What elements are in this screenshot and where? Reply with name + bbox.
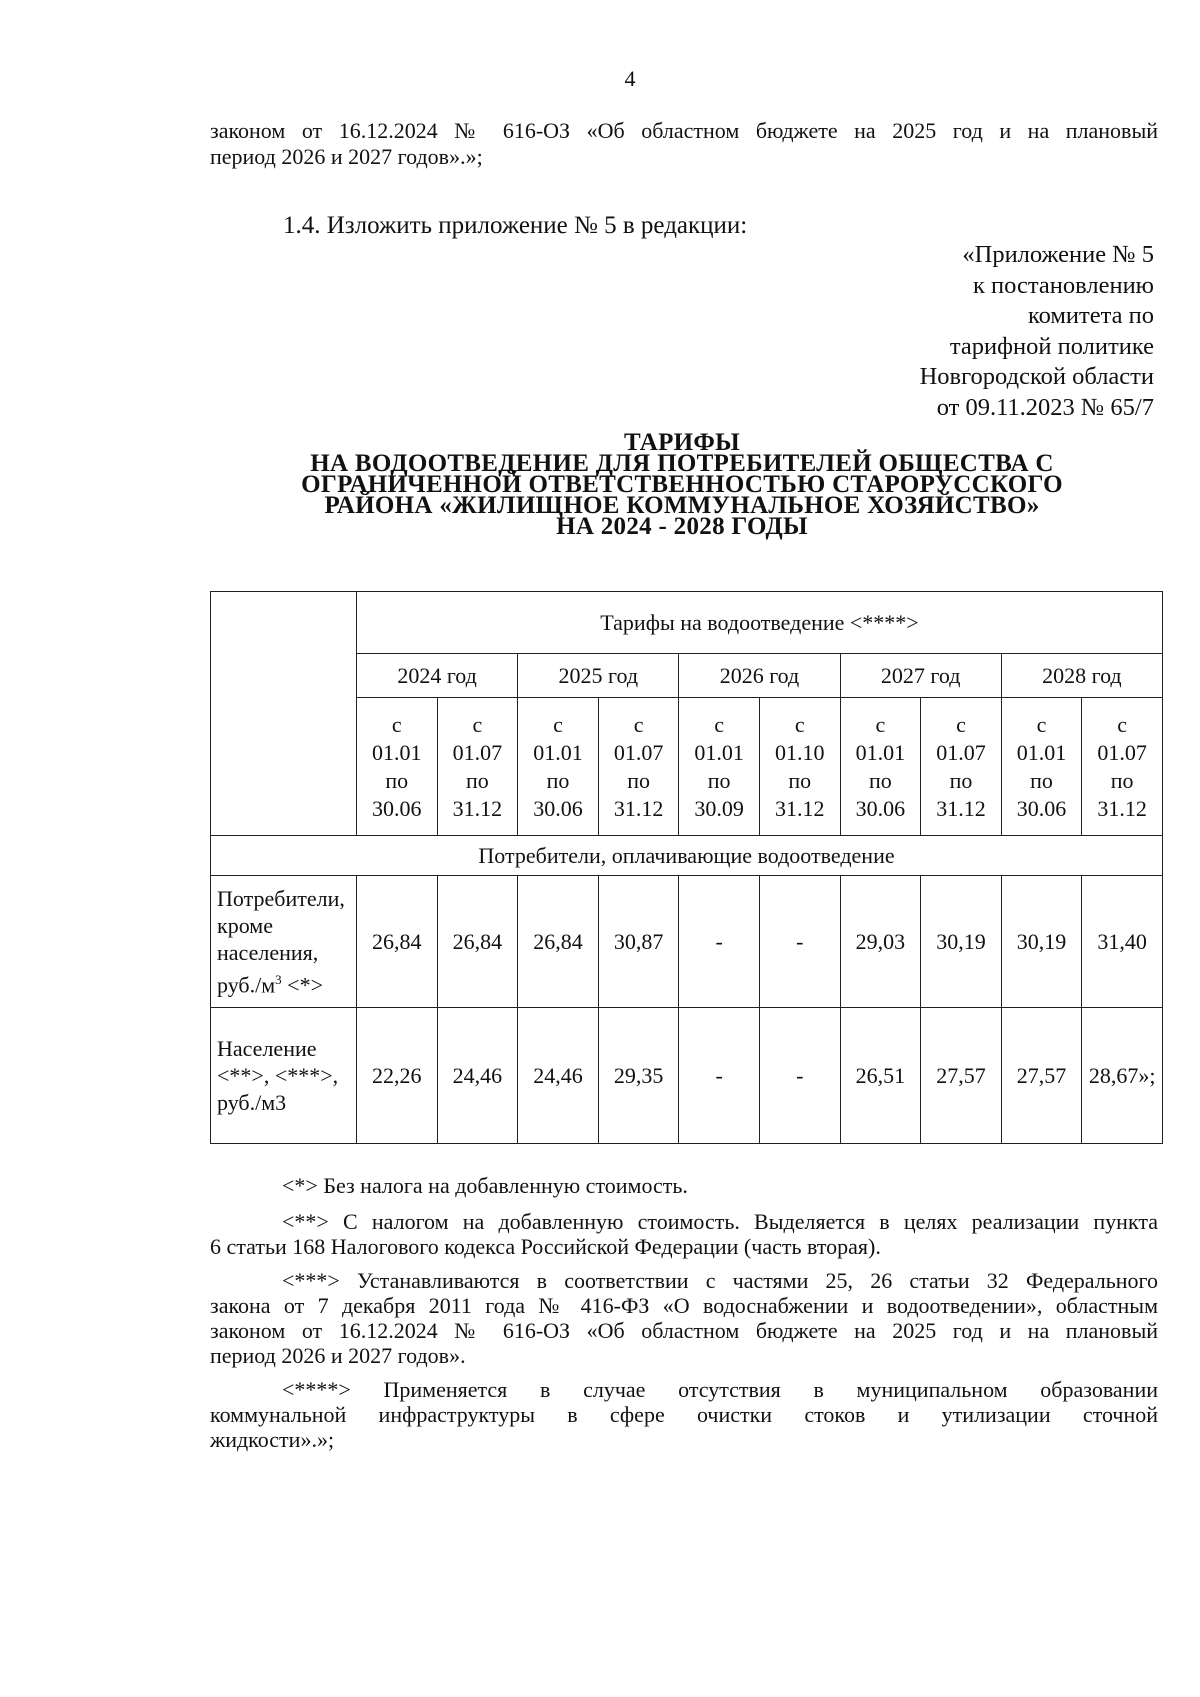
period-header: с 01.10 по 31.12 xyxy=(759,698,840,836)
period-header: с 01.01 по 30.09 xyxy=(679,698,760,836)
tariff-cell: 30,19 xyxy=(1001,876,1082,1008)
tariff-cell: 26,51 xyxy=(840,1008,921,1144)
intro-paragraph xyxy=(210,118,1158,170)
tariff-cell: 30,87 xyxy=(598,876,679,1008)
appendix-line: от 09.11.2023 № 65/7 xyxy=(936,393,1154,421)
period-header: с 01.01 по 30.06 xyxy=(518,698,599,836)
tariff-cell: - xyxy=(759,876,840,1008)
appendix-line: Новгородской области xyxy=(919,363,1154,390)
heading-line: ТАРИФЫ xyxy=(623,429,741,456)
appendix-line: тарифной политике xyxy=(949,332,1154,360)
tariff-cell: 24,46 xyxy=(518,1008,599,1144)
tariff-cell: 28,67»; xyxy=(1082,1008,1163,1144)
tariff-cell: 26,84 xyxy=(518,876,599,1008)
row-label-population: Население <**>, <***>, руб./м3 xyxy=(211,1008,357,1144)
corner-cell xyxy=(211,592,357,836)
heading-line: РАЙОНА «ЖИЛИЩНОЕ КОММУНАЛЬНОЕ ХОЗЯЙСТВО» xyxy=(324,492,1040,519)
year-header: 2026 год xyxy=(679,654,840,698)
tariff-cell: - xyxy=(679,1008,760,1144)
note-2: <**> С налогом на добавленную стоимость. Выделяется в целях реализации пункта 6 статьи 168 Налогового кодекса Российской Федерации (часть вторая). xyxy=(210,1209,1158,1259)
heading-line: НА ВОДООТВЕДЕНИЕ ДЛЯ ПОТРЕБИТЕЛЕЙ ОБЩЕСТВА С xyxy=(310,450,1054,477)
year-header: 2024 год xyxy=(357,654,518,698)
table-row xyxy=(211,876,1163,1008)
table-top-header: Тарифы на водоотведение <****> xyxy=(357,592,1163,654)
appendix-line: «Приложение № 5 xyxy=(962,241,1154,268)
heading-line: НА 2024 - 2028 ГОДЫ xyxy=(556,513,808,540)
group-label: Потребители, оплачивающие водоотведение xyxy=(211,836,1163,876)
tariff-cell: 30,19 xyxy=(921,876,1002,1008)
period-header: с 01.01 по 30.06 xyxy=(840,698,921,836)
year-header: 2028 год xyxy=(1001,654,1162,698)
tariff-cell: 27,57 xyxy=(921,1008,1002,1144)
tariff-cell: 29,35 xyxy=(598,1008,679,1144)
heading-line: ОГРАНИЧЕННОЙ ОТВЕТСТВЕННОСТЬЮ СТАРОРУССКОГО xyxy=(301,471,1063,498)
tariff-cell: 31,40 xyxy=(1082,876,1163,1008)
period-header: с 01.01 по 30.06 xyxy=(1001,698,1082,836)
tariff-cell: - xyxy=(759,1008,840,1144)
intro-line: законом от 16.12.2024 № 616-ОЗ «Об областном бюджете на 2025 год и на плановый xyxy=(210,118,1158,143)
tariff-cell: 22,26 xyxy=(357,1008,438,1144)
period-header: с 01.07 по 31.12 xyxy=(1082,698,1163,836)
intro-line: период 2026 и 2027 годов».»; xyxy=(210,144,483,169)
row-label-consumers: Потребители, кроме населения, $руб./м^3$ <*> xyxy=(211,876,357,1008)
tariff-cell: 24,46 xyxy=(437,1008,518,1144)
item-1-4: 1.4. Изложить приложение № 5 в редакции: xyxy=(283,212,748,239)
tariff-cell: 26,84 xyxy=(357,876,438,1008)
year-header: 2027 год xyxy=(840,654,1001,698)
note-4: <****> Применяется в случае отсутствия в муниципальном образовании коммунальной инфраструктуры в сфере очистки стоков и утилизации сточной жидкости».»; xyxy=(210,1377,1158,1452)
period-header: с 01.07 по 31.12 xyxy=(921,698,1002,836)
table-row xyxy=(211,1008,1163,1144)
page-number: 4 xyxy=(624,66,636,91)
period-header: с 01.01 по 30.06 xyxy=(357,698,438,836)
note-1: <*> Без налога на добавленную стоимость. xyxy=(282,1173,688,1198)
tariff-cell: 26,84 xyxy=(437,876,518,1008)
tariff-cell: - xyxy=(679,876,760,1008)
tariff-cell: 27,57 xyxy=(1001,1008,1082,1144)
period-header: с 01.07 по 31.12 xyxy=(437,698,518,836)
note-3: <***> Устанавливаются в соответствии с частями 25, 26 статьи 32 Федерального закона от 7 декабря 2011 года № 416-ФЗ «О водоснабжении и водоотведении», областным законом от 16.12.2024 № 616-ОЗ «Об областном бюджете на 2025 год и на плановый период 2026 и 2027 годов». xyxy=(210,1268,1158,1368)
appendix-line: к постановлению xyxy=(973,271,1154,299)
period-header: с 01.07 по 31.12 xyxy=(598,698,679,836)
tariffs-table xyxy=(210,591,1163,1144)
document-heading xyxy=(212,429,1152,540)
tariff-cell: 29,03 xyxy=(840,876,921,1008)
appendix-block xyxy=(814,240,1154,423)
appendix-line: комитета по xyxy=(1027,302,1154,329)
year-header: 2025 год xyxy=(518,654,679,698)
